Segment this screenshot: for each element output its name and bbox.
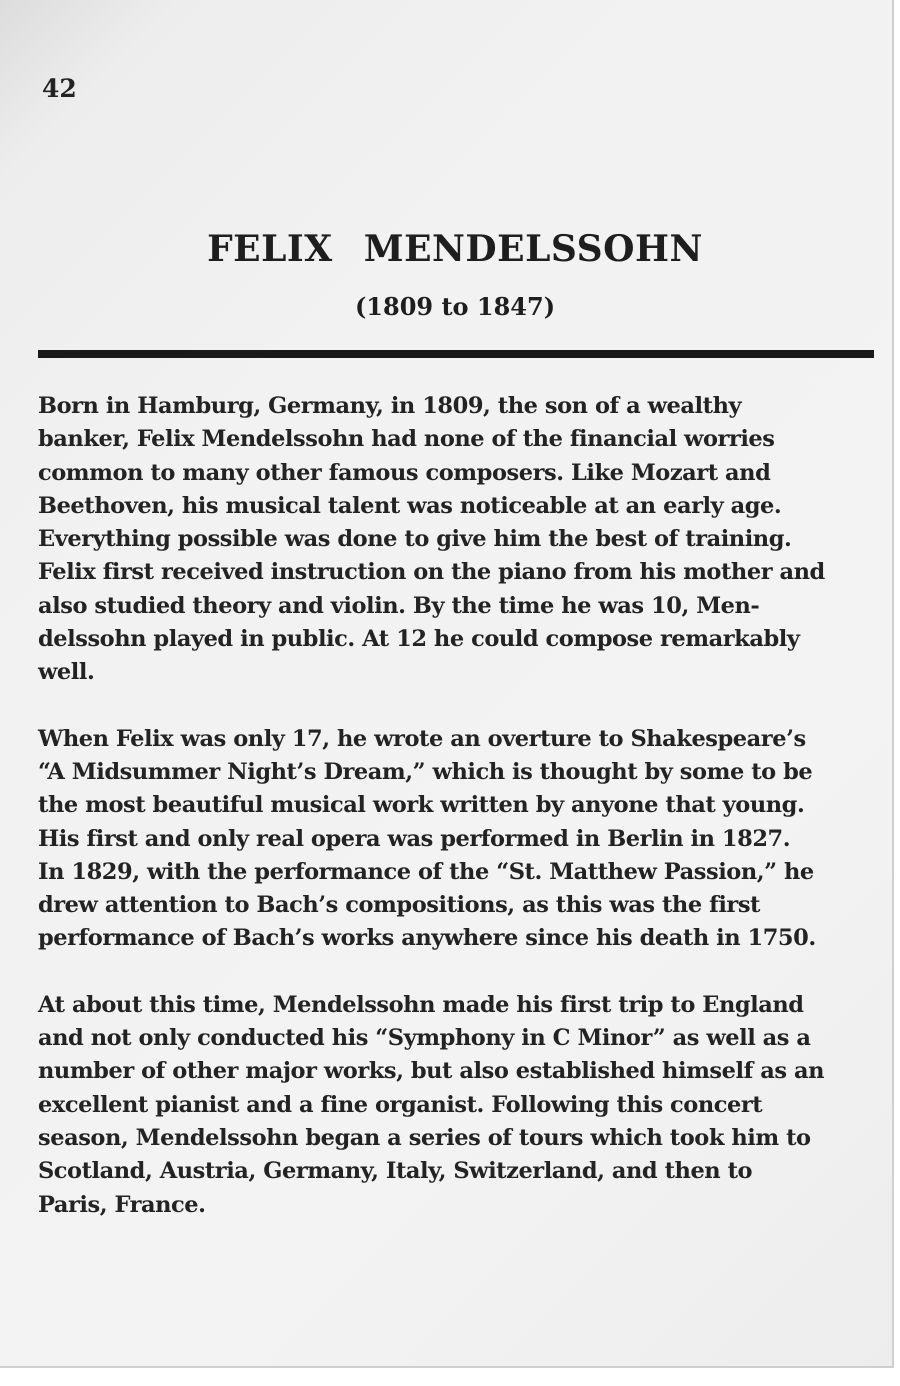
paragraph-2	[38, 723, 878, 956]
text-line: Paris, France.	[38, 1191, 206, 1218]
text-line: delssohn played in public. At 12 he could compose remarkably	[38, 626, 800, 653]
text-line: well.	[38, 659, 95, 686]
page-title: FELIX MENDELSSOHN	[207, 228, 703, 270]
page-number: 42	[42, 74, 77, 103]
text-line: When Felix was only 17, he wrote an overture to Shakespeare’s	[38, 725, 806, 752]
text-line: drew attention to Bach’s compositions, as this was the first	[38, 892, 760, 919]
text-line: Felix first received instruction on the piano from his mother and	[38, 559, 825, 586]
text-line: At about this time, Mendelssohn made his first trip to England	[38, 991, 804, 1018]
text-line: also studied theory and violin. By the time he was 10, Men-	[38, 592, 760, 619]
text-line: excellent pianist and a fine organist. Following this concert	[38, 1091, 763, 1118]
text-line: “A Midsummer Night’s Dream,” which is thought by some to be	[38, 758, 813, 785]
text-line: In 1829, with the performance of the “St. Matthew Passion,” he	[38, 858, 814, 885]
text-line: Beethoven, his musical talent was noticeable at an early age.	[38, 492, 782, 519]
paragraph-3	[38, 989, 878, 1222]
text-line: Born in Hamburg, Germany, in 1809, the son of a wealthy	[38, 393, 742, 419]
text-line: Scotland, Austria, Germany, Italy, Switzerland, and then to	[38, 1158, 753, 1185]
page-subtitle-dates: (1809 to 1847)	[354, 292, 556, 321]
text-line: season, Mendelssohn began a series of tours which took him to	[38, 1124, 811, 1151]
text-line: the most beautiful musical work written by anyone that young.	[38, 792, 805, 819]
text-line: His first and only real opera was performed in Berlin in 1827.	[38, 825, 791, 852]
body-text	[38, 390, 878, 1255]
text-line: performance of Bach’s works anywhere since his death in 1750.	[38, 925, 816, 952]
text-line: banker, Felix Mendelssohn had none of the financial worries	[38, 426, 775, 453]
text-line: Everything possible was done to give him the best of training.	[38, 526, 792, 553]
text-line: number of other major works, but also established himself as an	[38, 1058, 824, 1085]
text-line: common to many other famous composers. Like Mozart and	[38, 459, 771, 486]
text-line: and not only conducted his “Symphony in C Minor” as well as a	[38, 1025, 811, 1052]
title-divider-rule	[38, 350, 874, 358]
paragraph-1	[38, 390, 878, 690]
